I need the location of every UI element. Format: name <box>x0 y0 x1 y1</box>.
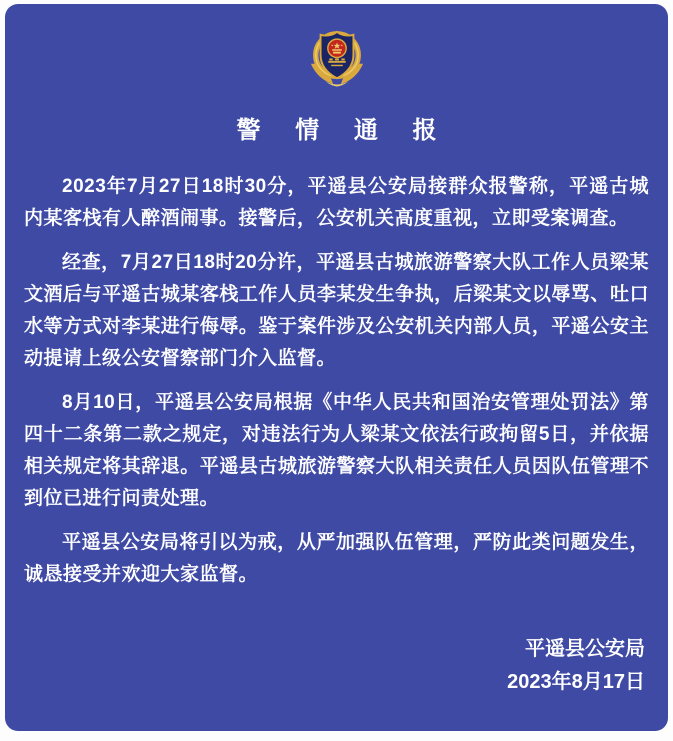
signature-date: 2023年8月17日 <box>507 671 645 693</box>
notice-paragraph-2: 经查，7月27日18时20分许，平遥县古城旅游警察大队工作人员梁某文酒后与平遥古城某客栈工作人员李某发生争执，后梁某文以辱骂、吐口水等方式对李某进行侮辱。鉴于案件涉及公安机关内部人员，平遥公安主动提请上级公安督察部门介入监督。 <box>24 252 649 369</box>
signature-agency: 平遥县公安局 <box>525 638 645 660</box>
notice-panel <box>5 4 668 731</box>
notice-paragraph-1: 2023年7月27日18时30分，平遥县公安局接群众报警称，平遥古城内某客栈有人醉酒闹事。接警后，公安机关高度重视，立即受案调查。 <box>24 176 649 229</box>
notice-body <box>5 171 668 591</box>
police-badge-icon <box>308 24 366 90</box>
notice-paragraph-3: 8月10日，平遥县公安局根据《中华人民共和国治安管理处罚法》第四十二条第二款之规定，对违法行为人梁某文依法行政拘留5日，并依据相关规定将其辞退。平遥县古城旅游警察大队相关责任人员因队伍管理不到位已进行问责处理。 <box>24 392 649 509</box>
signature-block <box>5 633 668 699</box>
notice-paragraph-4: 平遥县公安局将引以为戒，从严加强队伍管理，严防此类问题发生，诚恳接受并欢迎大家监督。 <box>24 532 649 585</box>
notice-title: 警 情 通 报 <box>236 117 451 144</box>
